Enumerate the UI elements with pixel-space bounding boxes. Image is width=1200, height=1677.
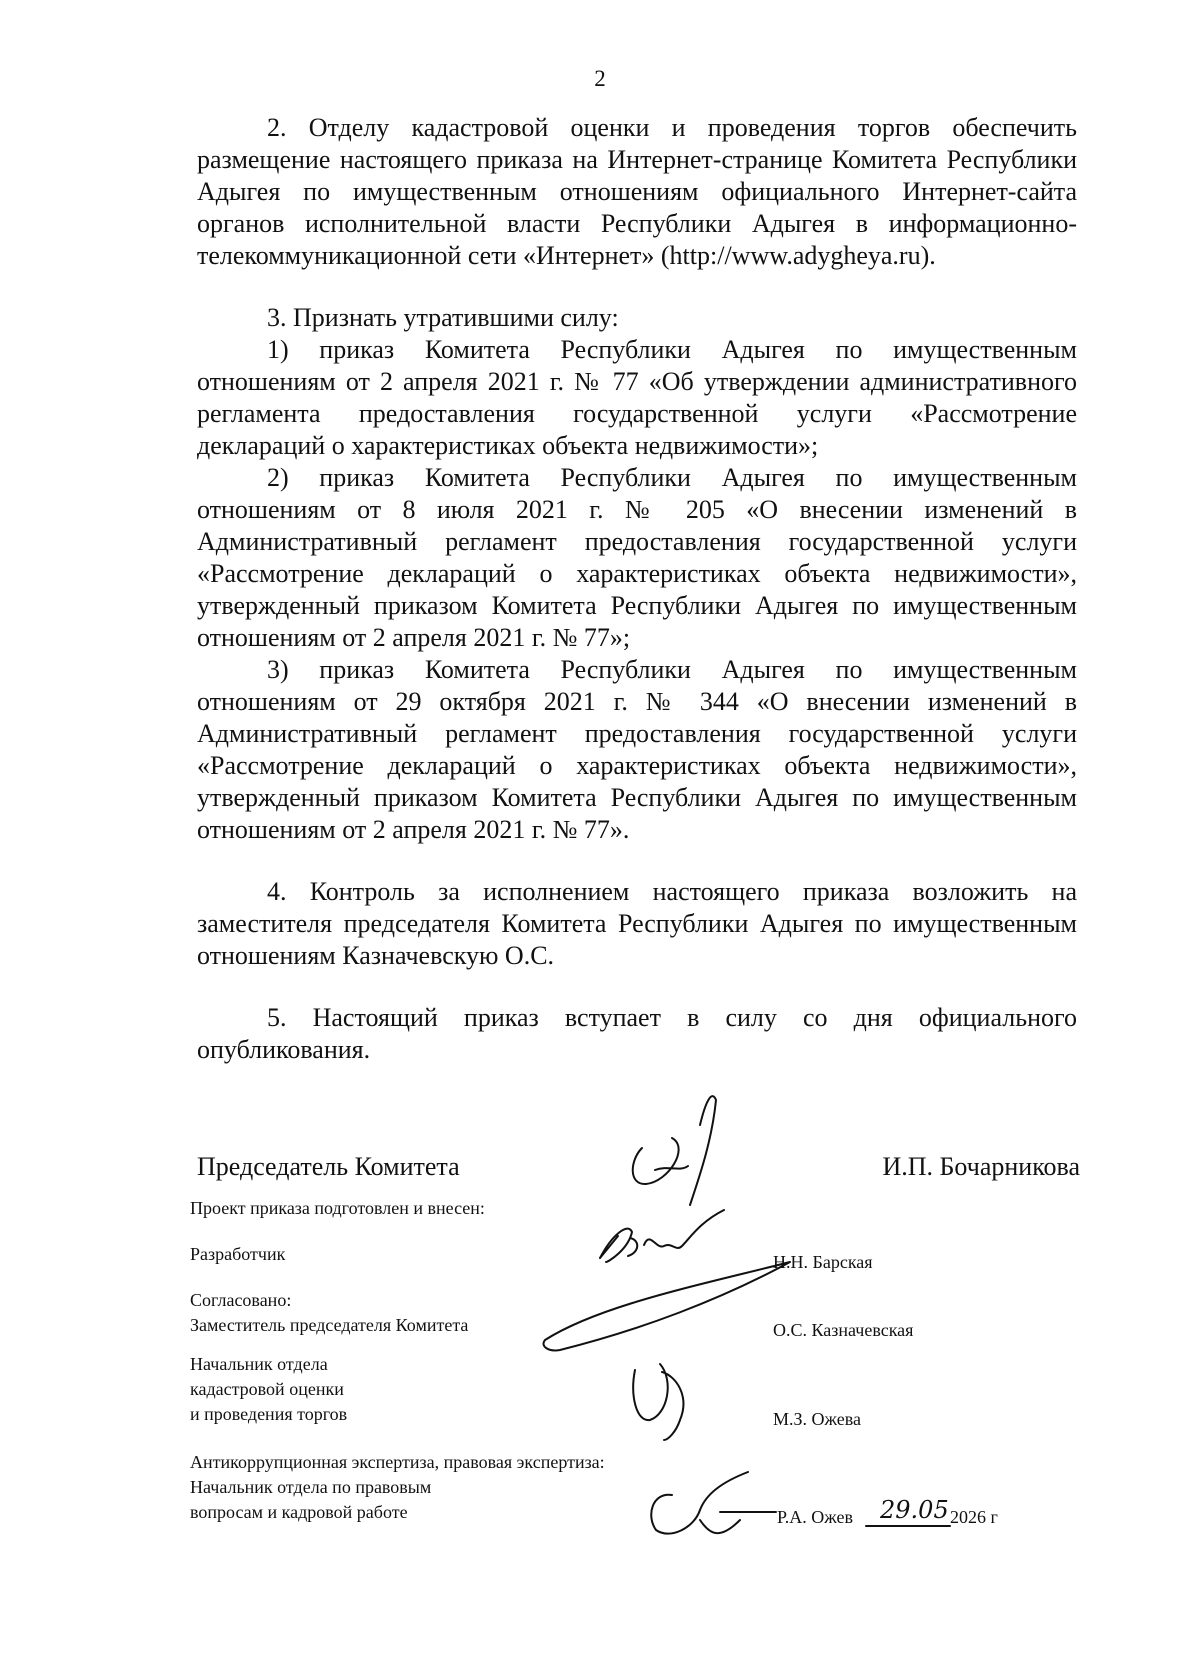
legal-title-line-1: Начальник отдела по правовым <box>190 1477 432 1497</box>
legal-name: Р.А. Ожев <box>777 1507 853 1527</box>
chairman-signature <box>633 1096 716 1205</box>
prepared-label: Проект приказа подготовлен и внесен: <box>190 1198 485 1218</box>
paragraph-5: 5. Настоящий приказ вступает в силу со дня официального опубликования. <box>197 1003 1077 1064</box>
legal-signature <box>651 1472 776 1534</box>
deputy-signature <box>543 1262 790 1350</box>
paragraph-3-heading: 3. Признать утратившими силу: <box>267 303 619 332</box>
date-year: 2026 г <box>950 1507 998 1527</box>
head-title-line-2: кадастровой оценки <box>190 1379 344 1399</box>
head-title-line-1: Начальник отдела <box>190 1354 328 1374</box>
agreed-label: Согласовано: <box>190 1290 292 1310</box>
handwritten-date: 29.05 <box>880 1496 949 1524</box>
expertise-label: Антикоррупционная экспертиза, правовая экспертиза: <box>190 1452 605 1472</box>
paragraph-4: 4. Контроль за исполнением настоящего приказа возложить на заместителя председателя Комитета Республики Адыгея по имущественным отношениям Казначевскую О.С. <box>197 877 1077 970</box>
paragraph-3-item-2: 2) приказ Комитета Республики Адыгея по имущественным отношениям от 8 июля 2021 г. № 205 «О внесении изменений в Административный регламент предоставления государственной услуги «Рассмотрение деклараций о характеристиках объекта недвижимости», утвержденный приказом Комитета Республики Адыгея по имущественным отношениям от 2 апреля 2021 г. № 77»; <box>197 463 1077 652</box>
developer-signature <box>600 1210 724 1262</box>
paragraph-3-item-1: 1) приказ Комитета Республики Адыгея по имущественным отношениям от 2 апреля 2021 г. № 77 «Об утверждении административного регламента предоставления государственной услуги «Рассмотрение деклараций о характеристиках объекта недвижимости»; <box>197 335 1077 460</box>
developer-name: Н.Н. Барская <box>773 1252 873 1272</box>
chairman-name: И.П. Бочарникова <box>882 1152 1080 1181</box>
head-title-line-3: и проведения торгов <box>190 1404 348 1424</box>
order-body <box>197 112 1077 1066</box>
legal-title-line-2: вопросам и кадровой работе <box>190 1502 408 1522</box>
deputy-name: О.С. Казначевская <box>773 1320 914 1340</box>
paragraph-2: 2. Отделу кадастровой оценки и проведения торгов обеспечить размещение настоящего приказа на Интернет-странице Комитета Республики Адыгея по имущественным отношениям официального Интернет-сайта органов исполнительной власти Республики Адыгея в информационно-телекоммуникационной сети «Интернет» (http://www.adygheya.ru). <box>197 113 1077 270</box>
chairman-title: Председатель Комитета <box>197 1152 460 1181</box>
head-name: М.З. Ожева <box>773 1409 861 1429</box>
developer-title: Разработчик <box>190 1244 286 1264</box>
page-number: 2 <box>594 66 606 91</box>
paragraph-3-item-3: 3) приказ Комитета Республики Адыгея по имущественным отношениям от 29 октября 2021 г. № 344 «О внесении изменений в Административный регламент предоставления государственной услуги «Рассмотрение деклараций о характеристиках объекта недвижимости», утвержденный приказом Комитета Республики Адыгея по имущественным отношениям от 2 апреля 2021 г. № 77». <box>197 655 1077 844</box>
deputy-title: Заместитель председателя Комитета <box>190 1315 469 1335</box>
head-signature <box>633 1364 683 1440</box>
